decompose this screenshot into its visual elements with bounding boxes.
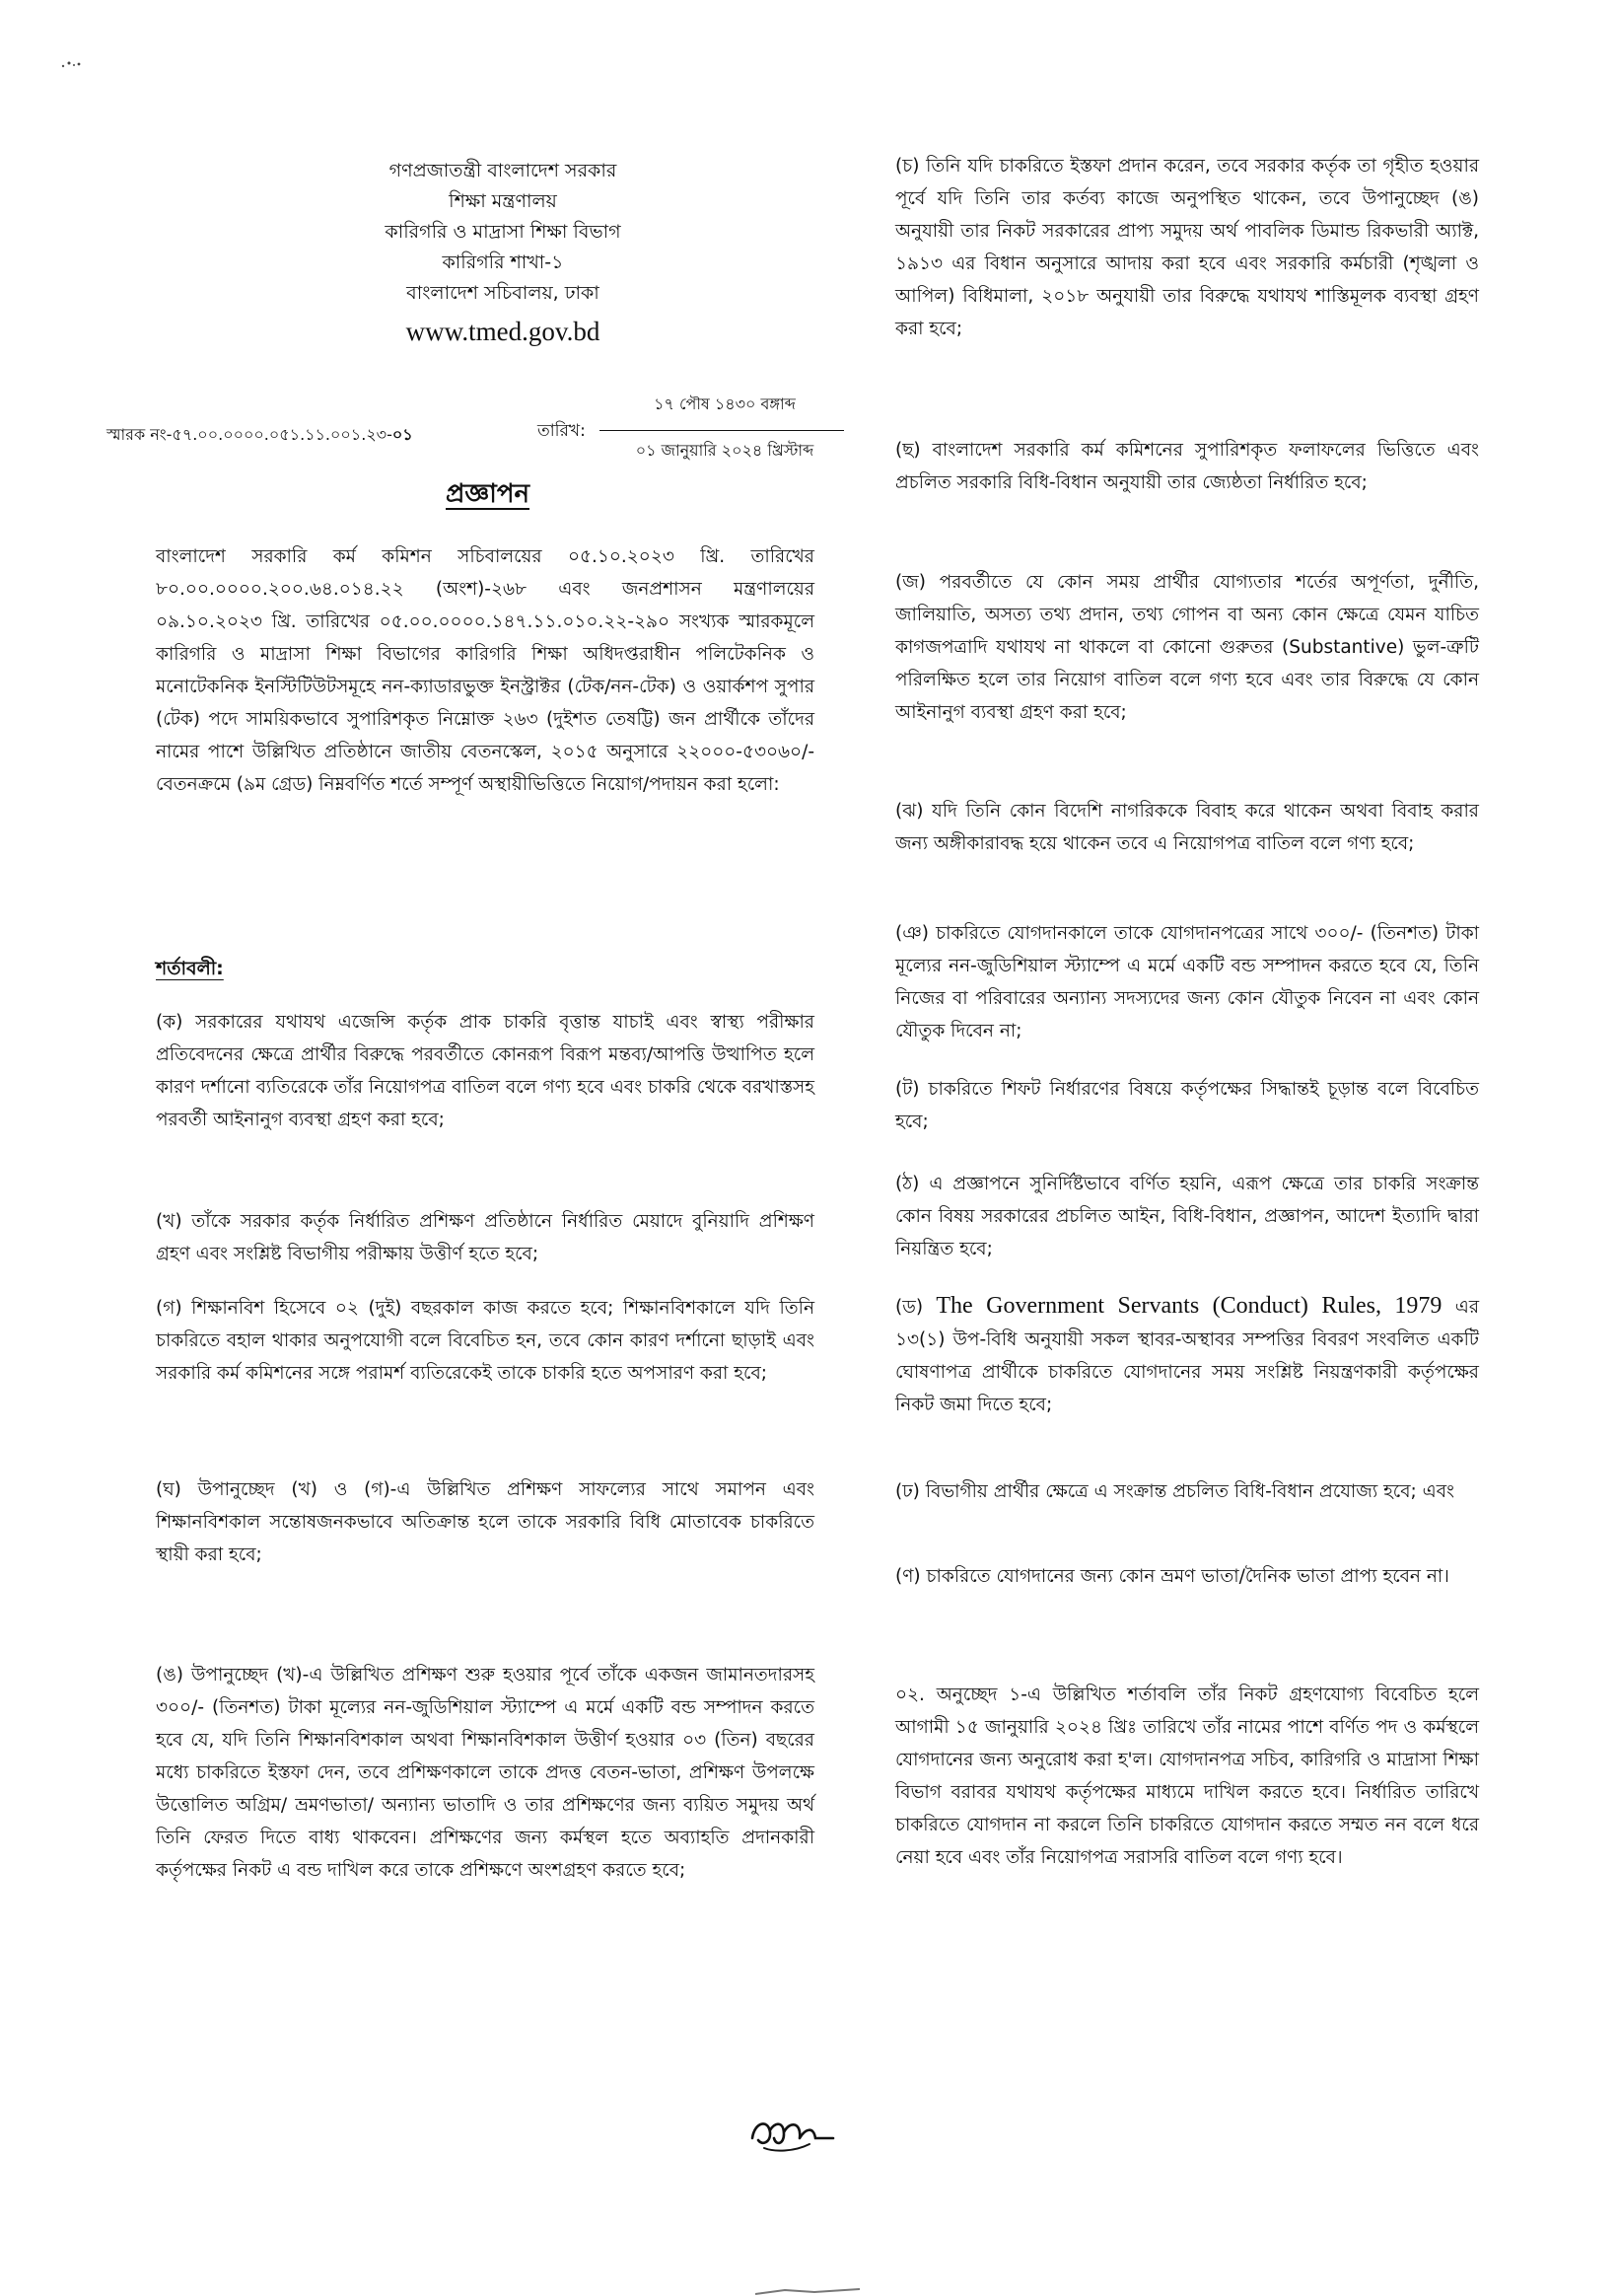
condition-gha: (ঘ) উপানুচ্ছেদ (খ) ও (গ)-এ উল্লিখিত প্রশিক্ষণ সাফল্যের সাথে সমাপন এবং শিক্ষানবিশকাল সন্তোষজনকভাবে অতিক্রান্ত হলে তাকে সরকারি বিধি মোতাবেক চাকরিতে স্থায়ী করা হবে; [156, 1479, 814, 1565]
secretariat-address: বাংলাদেশ সচিবালয়, ঢাকা [406, 282, 599, 304]
ministry-name: শিক্ষা মন্ত্রণালয় [449, 190, 557, 212]
date-gregorian: ০১ জানুয়ারি ২০২৪ খ্রিস্টাব্দ [635, 441, 814, 460]
section-2-paragraph: ০২. অনুচ্ছেদ ১-এ উল্লিখিত শর্তাবলি তাঁর নিকট গ্রহণযোগ্য বিবেচিত হলে আগামী ১৫ জানুয়ারি ২০২৪ খ্রিঃ তারিখে তাঁর নামের পাশে বর্ণিত পদ ও কর্মস্থলে যোগদানের জন্য অনুরোধ করা হ'ল। যোগদানপত্র সচিব, কারিগরি ও মাদ্রাসা শিক্ষা বিভাগ বরাবর যথাযথ কর্তৃপক্ষের মাধ্যমে দাখিল করতে হবে। নির্ধারিত তারিখে চাকরিতে যোগদান না করলে তিনি চাকরিতে যোগদান করতে সম্মত নন বলে ধরে নেয়া হবে এবং তাঁর নিয়োগপত্র সরাসরি বাতিল বলে গণ্য হবে। [895, 1685, 1479, 1868]
condition-jha: (ঝ) যদি তিনি কোন বিদেশি নাগরিককে বিবাহ করে থাকেন অথবা বিবাহ করার জন্য অঙ্গীকারাবদ্ধ হয়ে থাকেন তবে এ নিয়োগপত্র বাতিল বলে গণ্য হবে; [895, 801, 1479, 854]
page-edge-mark [755, 2284, 860, 2296]
condition-ta: (ট) চাকরিতে শিফট নির্ধারণের বিষয়ে কর্তৃপক্ষের সিদ্ধান্তই চূড়ান্ত বলে বিবেচিত হবে; [895, 1079, 1479, 1132]
branch-name: কারিগরি শাখা-১ [442, 251, 564, 273]
website-link[interactable]: www.tmed.gov.bd [405, 317, 600, 346]
condition-kha: (খ) তাঁকে সরকার কর্তৃক নির্ধারিত প্রশিক্ষণ প্রতিষ্ঠানে নির্ধারিত মেয়াদে বুনিয়াদি প্রশিক্ষণ গ্রহণ এবং সংশ্লিষ্ট বিভাগীয় পরীক্ষায় উত্তীর্ণ হতে হবে; [156, 1211, 814, 1264]
date-divider [599, 430, 844, 431]
division-name: কারিগরি ও মাদ্রাসা শিক্ষা বিভাগ [385, 221, 621, 243]
condition-ka: (ক) সরকারের যথাযথ এজেন্সি কর্তৃক প্রাক চাকরি বৃত্তান্ত যাচাই এবং স্বাস্থ্য পরীক্ষার প্রতিবেদনের ক্ষেত্রে প্রার্থীর বিরুদ্ধে পরবর্তীতে কোনরূপ বিরূপ মন্তব্য/আপত্তি উত্থাপিত হলে কারণ দর্শানো ব্যতিরেকে তাঁর নিয়োগপত্র বাতিল বলে গণ্য হবে এবং চাকরি থেকে বরখাস্তসহ পরবর্তী আইনানুগ ব্যবস্থা গ্রহণ করা হবে; [156, 1012, 814, 1130]
date-label: তারিখ: [537, 421, 586, 441]
memo-number-prefix: স্মারক নং-৫৭.০০.০০০০.০৫১.১১.০০১.২৩- [106, 425, 392, 444]
condition-da-prefix: (ড) [895, 1297, 937, 1318]
letterhead [325, 156, 680, 350]
condition-cha: (চ) তিনি যদি চাকরিতে ইস্তফা প্রদান করেন, তবে সরকার কর্তৃক তা গৃহীত হওয়ার পূর্বে যদি তিনি তার কর্তব্য কাজে অনুপস্থিত থাকেন, তবে উপানুচ্ছেদ (ঙ) অনুযায়ী তার নিকট সরকারের প্রাপ্য সমুদয় অর্থ পাবলিক ডিমান্ড রিকভারী অ্যাক্ট, ১৯১৩ এর বিধান অনুসারে আদায় করা হবে এবং সরকারি কর্মচারী (শৃঙ্খলা ও আপিল) বিধিমালা, ২০১৮ অনুযায়ী তার বিরুদ্ধে যথাযথ শাস্তিমূলক ব্যবস্থা গ্রহণ করা হবে; [895, 156, 1479, 339]
page-title: প্রজ্ঞাপন [446, 479, 529, 509]
intro-paragraph: বাংলাদেশ সরকারি কর্ম কমিশন সচিবালয়ের ০৫.১০.২০২৩ খ্রি. তারিখের ৮০.০০.০০০০.২০০.৬৪.০১৪.২২ (অংশ)-২৬৮ এবং জনপ্রশাসন মন্ত্রণালয়ের ০৯.১০.২০২৩ খ্রি. তারিখের ০৫.০০.০০০০.১৪৭.১১.০১০.২২-২৯০ সংখ্যক স্মারকমূলে কারিগরি ও মাদ্রাসা শিক্ষা বিভাগের কারিগরি শিক্ষা অধিদপ্তরাধীন পলিটেকনিক ও মনোটেকনিক ইনস্টিটিউটসমূহে নন-ক্যাডারভুক্ত ইনস্ট্রাক্টর (টেক/নন-টেক) ও ওয়ার্কশপ সুপার (টেক) পদে সাময়িকভাবে সুপারিশকৃত নিম্নোক্ত ২৬৩ (দুইশত তেষট্টি) জন প্রার্থীকে তাঁদের নামের পাশে উল্লিখিত প্রতিষ্ঠানে জাতীয় বেতনস্কেল, ২০১৫ অনুসারে ২২০০০-৫৩০৬০/- বেতনক্রমে (৯ম গ্রেড) নিম্নবর্ণিত শর্তে সম্পূর্ণ অস্থায়ীভিত্তিতে নিয়োগ/পদায়ন করা হলো: [156, 546, 814, 795]
govt-name: গণপ্রজাতন্ত্রী বাংলাদেশ সরকার [388, 160, 617, 181]
scan-speck [57, 57, 97, 71]
conditions-heading: শর্তাবলী: [156, 958, 224, 979]
condition-nya: (ঞ) চাকরিতে যোগদানকালে তাকে যোগদানপত্রের সাথে ৩০০/- (তিনশত) টাকা মূল্যের নন-জুডিশিয়াল স্ট্যাম্পে এ মর্মে একটি বন্ড সম্পাদন করতে হবে যে, তিনি নিজের বা পরিবারের অন্যান্য সদস্যদের জন্য কোন যৌতুক নিবেন না এবং কোন যৌতুক দিবেন না; [895, 923, 1479, 1041]
condition-chha: (ছ) বাংলাদেশ সরকারি কর্ম কমিশনের সুপারিশকৃত ফলাফলের ভিত্তিতে এবং প্রচলিত সরকারি বিধি-বিধান অনুযায়ী তার জ্যেষ্ঠতা নির্ধারিত হবে; [895, 440, 1479, 493]
conduct-rules-title: The Government Servants (Conduct) Rules, 1979 [936, 1293, 1443, 1319]
condition-ga: (গ) শিক্ষানবিশ হিসেবে ০২ (দুই) বছরকাল কাজ করতে হবে; শিক্ষানবিশকালে যদি তিনি চাকরিতে বহাল থাকার অনুপযোগী বলে বিবেচিত হন, তবে কোন কারণ দর্শানো ছাড়াই এবং সরকারি কর্ম কমিশনের সঙ্গে পরামর্শ ব্যতিরেকেই তাকে চাকরি হতে অপসারণ করা হবে; [156, 1298, 814, 1384]
signature-initials [744, 2109, 838, 2158]
condition-tha: (ঠ) এ প্রজ্ঞাপনে সুনির্দিষ্টভাবে বর্ণিত হয়নি, এরূপ ক্ষেত্রে তার চাকরি সংক্রান্ত কোন বিষয় সরকারের প্রচলিত আইন, বিধি-বিধান, প্রজ্ঞাপন, আদেশ ইত্যাদি দ্বারা নিয়ন্ত্রিত হবে; [895, 1174, 1479, 1259]
condition-ja: (জ) পরবর্তীতে যে কোন সময় প্রার্থীর যোগ্যতার শর্তের অপূর্ণতা, দুর্নীতি, জালিয়াতি, অসত্য তথ্য প্রদান, তথ্য গোপন বা অন্য কোন ক্ষেত্রে যেমন যাচিত কাগজপত্রাদি যথাযথ না থাকলে বা কোনো গুরুতর (Substantive) ভুল-ত্রুটি পরিলক্ষিত হলে তার নিয়োগ বাতিল বলে গণ্য হবে এবং তার বিরুদ্ধে যে কোন আইনানুগ ব্যবস্থা গ্রহণ করা হবে; [895, 572, 1479, 723]
condition-da [895, 1290, 1479, 1421]
condition-da-text: এর ১৩(১) উপ-বিধি অনুযায়ী সকল স্থাবর-অস্থাবর সম্পত্তির বিবরণ সংবলিত একটি ঘোষণাপত্র প্রার্থীকে চাকরিতে যোগদানের সময় সংশ্লিষ্ট নিয়ন্ত্রণকারী কর্তৃপক্ষের নিকট জমা দিতে হবে; [895, 1297, 1479, 1415]
memo-number [106, 422, 413, 449]
condition-dha: (ঢ) বিভাগীয় প্রার্থীর ক্ষেত্রে এ সংক্রান্ত প্রচলিত বিধি-বিধান প্রযোজ্য হবে; এবং [895, 1481, 1454, 1502]
memo-number-suffix: ০১ [391, 425, 413, 444]
condition-na: (ণ) চাকরিতে যোগদানের জন্য কোন ভ্রমণ ভাতা/দৈনিক ভাতা প্রাপ্য হবেন না। [895, 1566, 1449, 1587]
date-bangla: ১৭ পৌষ ১৪৩০ বঙ্গাব্দ [654, 395, 796, 413]
condition-uo: (ঙ) উপানুচ্ছেদ (খ)-এ উল্লিখিত প্রশিক্ষণ শুরু হওয়ার পূর্বে তাঁকে একজন জামানতদারসহ ৩০০/- (তিনশত) টাকা মূল্যের নন-জুডিশিয়াল স্ট্যাম্পে এ মর্মে একটি বন্ড সম্পাদন করতে হবে যে, যদি তিনি শিক্ষানবিশকাল অথবা শিক্ষানবিশকাল উত্তীর্ণ হওয়ার ০৩ (তিন) বছরের মধ্যে চাকরিতে ইস্তফা দেন, তবে প্রশিক্ষণকালে তাকে প্রদত্ত বেতন-ভাতা, প্রশিক্ষণ উপলক্ষে উত্তোলিত অগ্রিম/ ভ্রমণভাতা/ অন্যান্য ভাতাদি ও তার প্রশিক্ষণের জন্য ব্যয়িত সমুদয় অর্থ তিনি ফেরত দিতে বাধ্য থাকবেন। প্রশিক্ষণের জন্য কর্মস্থল হতে অব্যাহতি প্রদানকারী কর্তৃপক্ষের নিকট এ বন্ড দাখিল করে তাকে প্রশিক্ষণে অংশগ্রহণ করতে হবে; [156, 1665, 814, 1881]
